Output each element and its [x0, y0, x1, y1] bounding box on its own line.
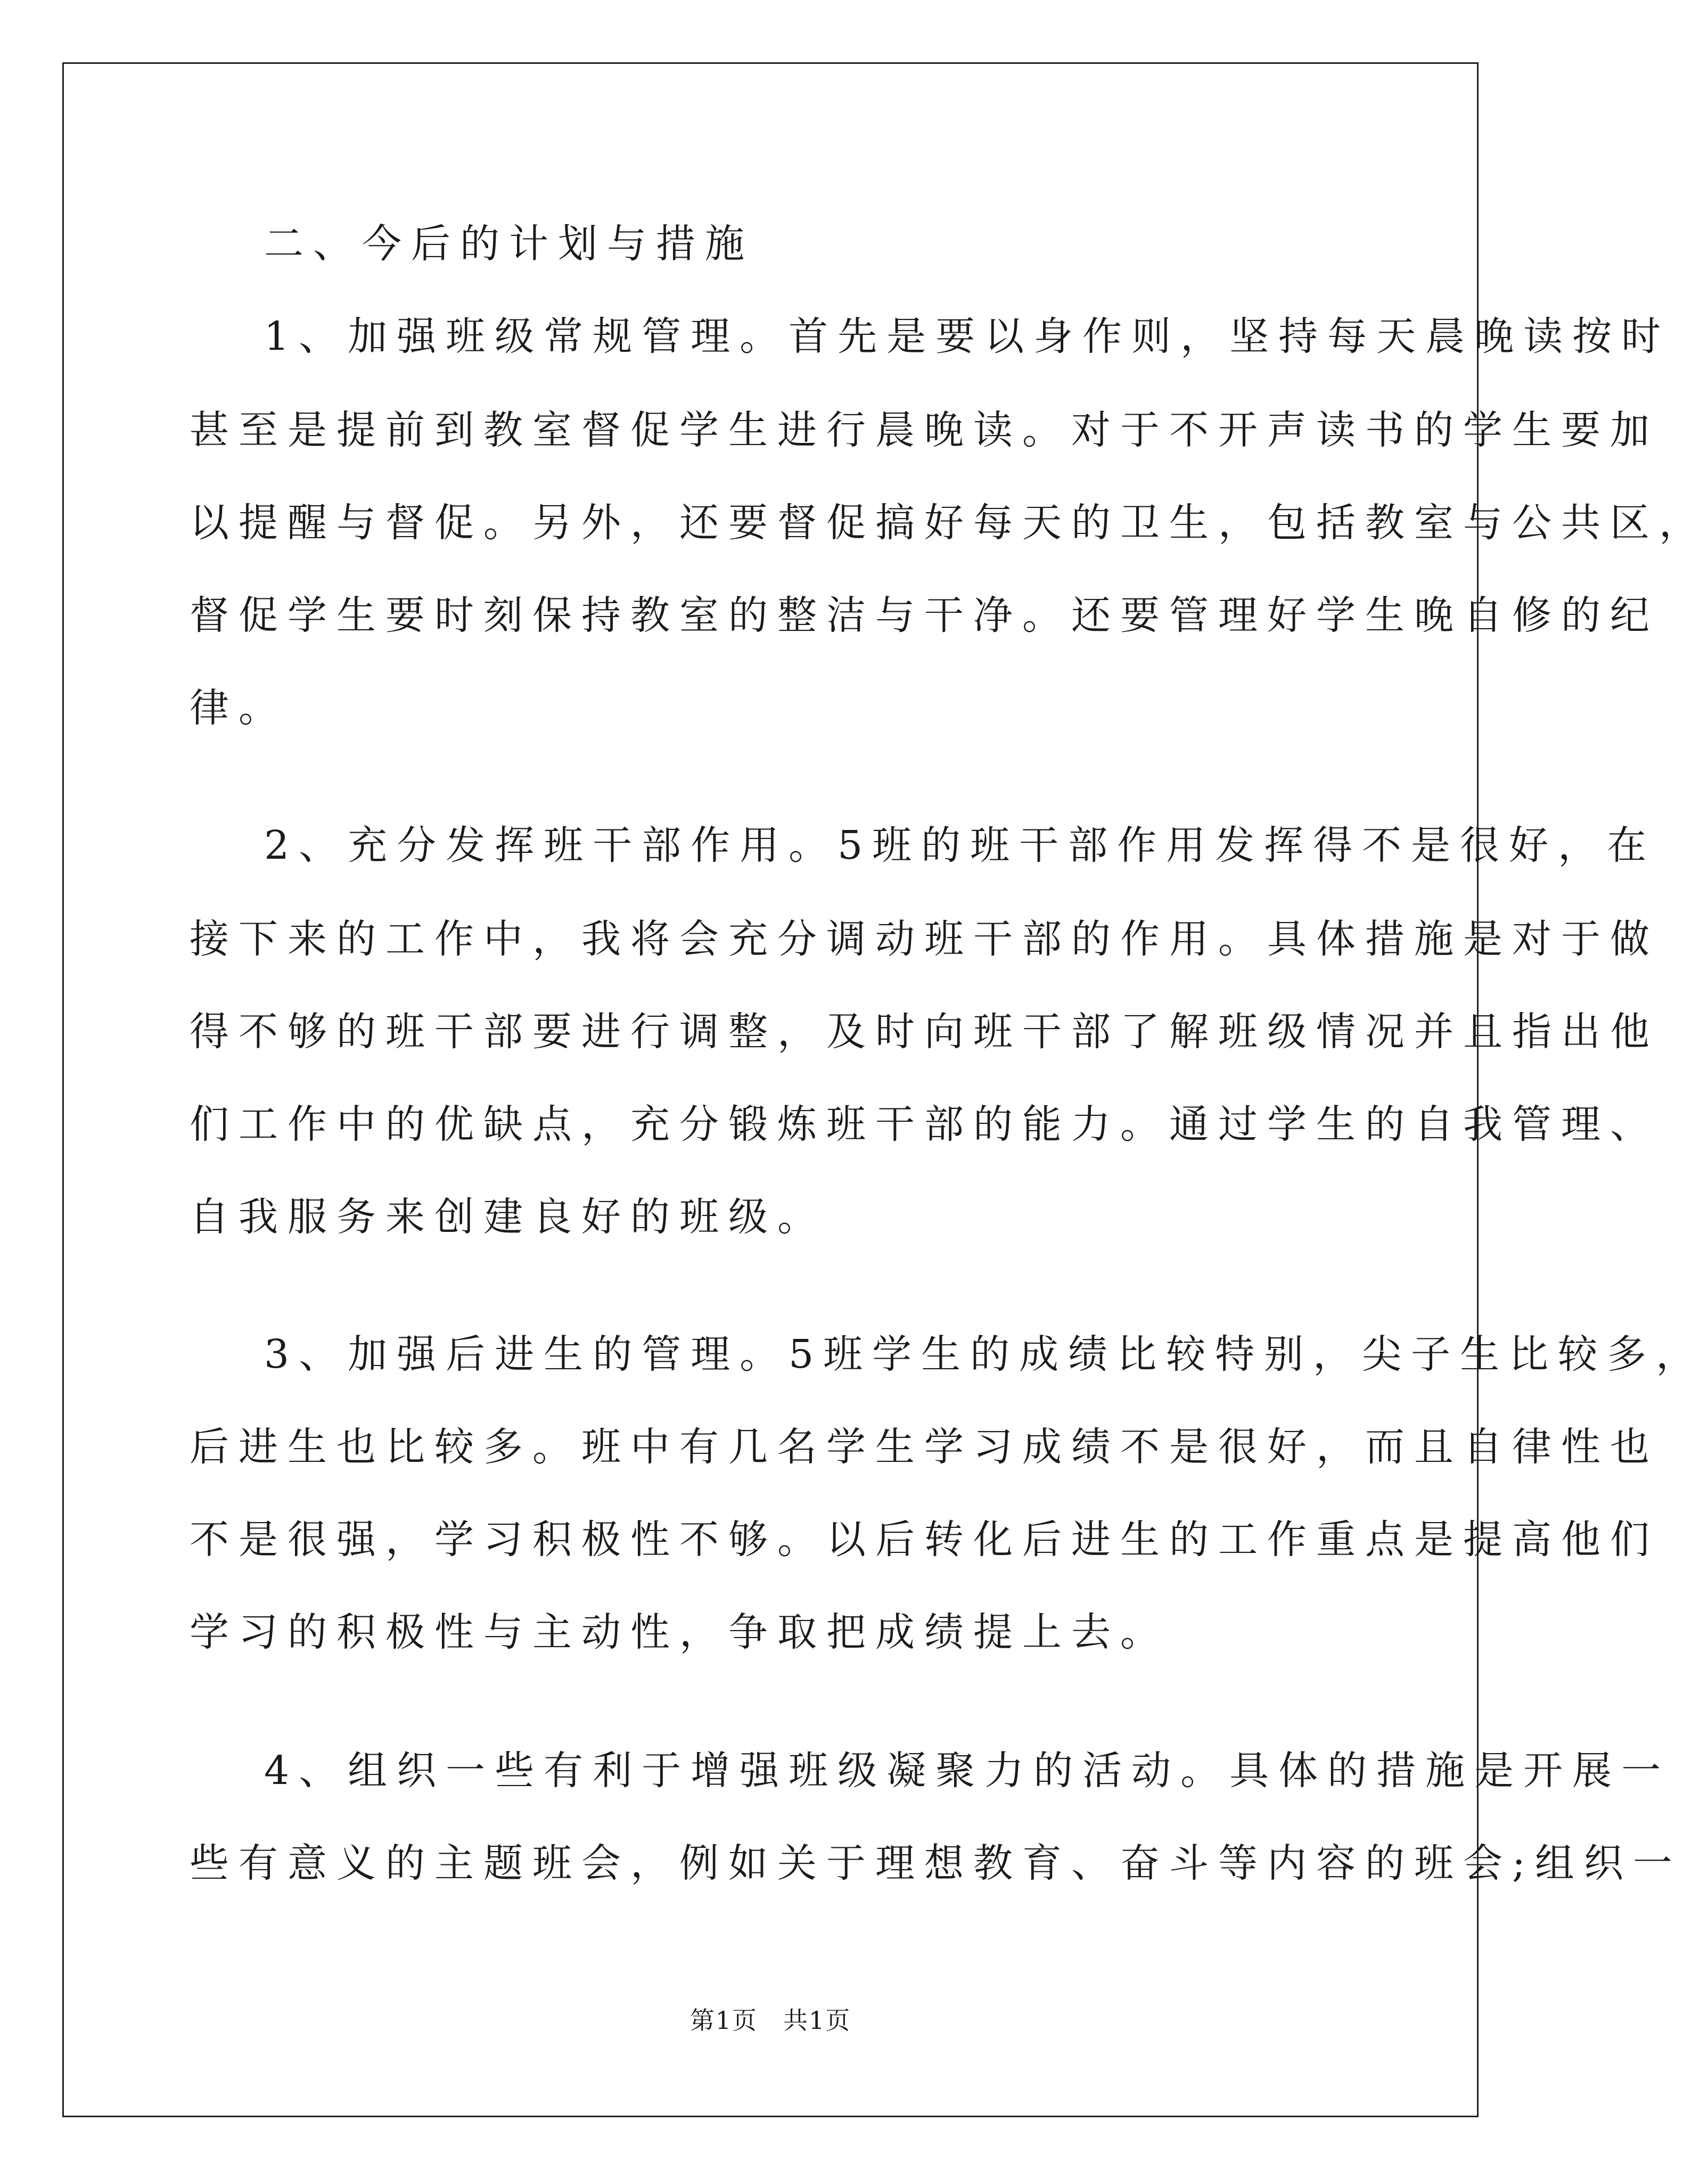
paragraph-line: 4、组织一些有利于增强班级凝聚力的活动。具体的措施是开展一 [264, 1748, 1671, 1794]
page-number-footer: 第1页 共1页 [689, 2006, 851, 2035]
paragraph-line: 们工作中的优缺点，充分锻炼班干部的能力。通过学生的自我管理、 [190, 1101, 1659, 1147]
paragraph-line: 督促学生要时刻保持教室的整洁与干净。还要管理好学生晚自修的纪 [190, 593, 1659, 638]
paragraph-line: 学习的积极性与主动性，争取把成绩提上去。 [190, 1609, 1169, 1655]
paragraph-line: 律。 [190, 685, 288, 731]
section-heading: 二、今后的计划与措施 [264, 221, 754, 267]
paragraph-line: 得不够的班干部要进行调整，及时向班干部了解班级情况并且指出他 [190, 1009, 1659, 1055]
paragraph-line: 以提醒与督促。另外，还要督促搞好每天的卫生，包括教室与公共区， [190, 500, 1708, 546]
paragraph-line: 甚至是提前到教室督促学生进行晨晚读。对于不开声读书的学生要加 [190, 407, 1659, 453]
paragraph-line: 不是很强，学习积极性不够。以后转化后进生的工作重点是提高他们 [190, 1517, 1659, 1563]
page-border [62, 62, 1479, 2117]
paragraph-line: 3、加强后进生的管理。5班学生的成绩比较特别，尖子生比较多， [264, 1331, 1705, 1377]
paragraph-line: 自我服务来创建良好的班级。 [190, 1194, 826, 1240]
paragraph-line: 些有意义的主题班会，例如关于理想教育、奋斗等内容的班会;组织一 [190, 1840, 1682, 1886]
paragraph-line: 1、加强班级常规管理。首先是要以身作则，坚持每天晨晚读按时 [264, 314, 1671, 359]
paragraph-line: 接下来的工作中，我将会充分调动班干部的作用。具体措施是对于做 [190, 916, 1659, 962]
paragraph-line: 2、充分发挥班干部作用。5班的班干部作用发挥得不是很好，在 [264, 823, 1656, 868]
paragraph-line: 后进生也比较多。班中有几名学生学习成绩不是很好，而且自律性也 [190, 1424, 1659, 1470]
